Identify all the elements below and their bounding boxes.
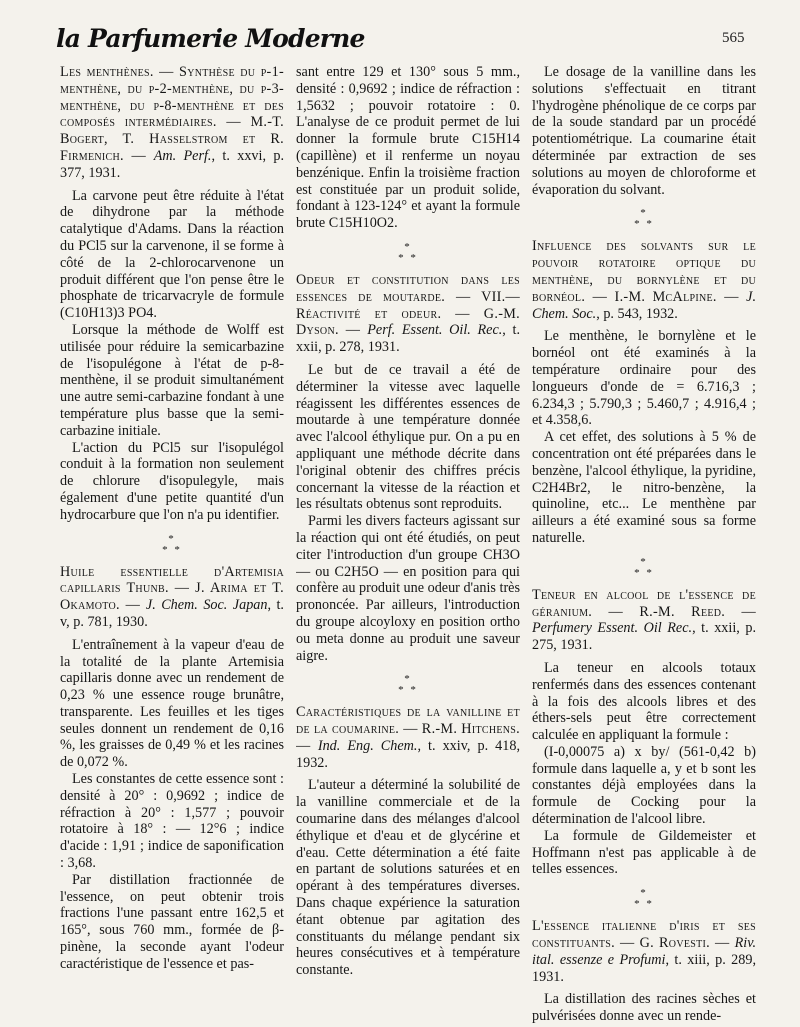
body-paragraph: Les constantes de cette essence sont : densité à 20° : 0,9692 ; indice de réfraction à 20° : 1,577 ; pouvoir rotatoire à 18° : — 12°6 ; indice d'acide : 1,91 ; indice de saponification : 3,68. [60,771,284,872]
citation-source: Perfumery Essent. Oil Rec. [532,620,693,637]
citation-source: Am. Perf. [153,147,212,164]
section-separator: * * * [634,207,654,231]
citation-source: J. Chem. Soc. Japan [145,597,268,614]
body-paragraph: L'auteur a déterminé la solubilité de la vanilline commerciale et de la coumarine dans des mélanges d'alcool éthylique et d'eau et de glycérine et d'eau. Cette détermination a été faite en partant de solutions saturées et en opérant à des températures diverses. Dans chaque expérience la saturation étant obtenue par agitation des constituants du mélange pendant six heures consécutives et à température constante. [296,777,520,979]
citation-details: , t. xxii, p. 278, 1931. [296,322,520,356]
article-heading [60,64,284,182]
body-paragraph: Le dosage de la vanilline dans les solutions s'effectuait en titrant l'hydrogène phénolique de ce corps par de la soude standard par un procédé potentiométrique. La coumarine était déterminée par extraction de ses solutions au moyen de chloroforme et évaporation du solvant. [532,64,756,198]
citation-source: J. Chem. Soc. [532,288,756,322]
page-number: 565 [722,30,745,46]
article-heading [60,564,284,631]
body-paragraph: Parmi les divers facteurs agissant sur la réaction qui ont été étudiés, on peut citer l'introduction d'un groupe CH3O — ou C2H5O — en position para qui confère au produit une odeur d'anis très prononcée. Par ailleurs, l'introduction du groupe alcoyloxy en position ortho ou meta donne au produit une saveur aigre. [296,513,520,664]
article-title: Odeur et constitution dans les essences de moutarde. — VII.— Réactivité et odeur. — G.-M. Dyson. — [296,271,520,339]
section-separator: * * * [634,555,654,579]
body-paragraph: Par distillation fractionnée de l'essence, on peut obtenir trois fractions l'une passant entre 162,5 et 165°, sous 760 mm., formée de β-pinène, la seconde ayant l'odeur caractéristique de l'essence et pas- [60,871,284,972]
body-paragraph: Lorsque la méthode de Wolff est utilisée pour réduire la semicarbazine de l'isopulégone à l'état de p-8-menthène, il se produit simultanément une autre semi-carbazine fondant à une température plus basse que la semi-carbazine initiale. [60,321,284,439]
body-paragraph: sant entre 129 et 130° sous 5 mm., densité : 0,9692 ; indice de réfraction : 1,5632 ; pouvoir rotatoire : 0. L'analyse de ce produit permet de lui donner la formule brute C15H14 (capillène) et il renferme un noyau benzénique. Enfin la troisième fraction est constituée par un produit solide, fondant à 123-124° et ayant la formule brute C15H10O2. [296,64,520,232]
section-separator: * * * [398,240,418,264]
citation-details: , t. xxiv, p. 418, 1932. [296,737,520,771]
text-column-3 [532,64,756,1024]
body-paragraph: L'entraînement à la vapeur d'eau de la totalité de la plante Artemisia capillaris donne avec un rendement de 0,23 % une essence rouge brunâtre, transparente. Les feuilles et les tiges seules donnent un rendement de 0,16 %, les graisses de 0,49 % et les racines de 0,072 %. [60,636,284,771]
article-heading [296,704,520,771]
journal-masthead: la Parfumerie Moderne [56,24,365,53]
body-paragraph: (I-0,00075 a) x by/ (561-0,42 b) formule dans laquelle a, y et b sont les constantes déjà employées dans la formule de Cocking pour la détermination de l'alcool libre. [532,743,756,828]
section-separator: * * * [634,887,654,911]
body-paragraph: La carvone peut être réduite à l'état de dihydrone par la méthode catalytique d'Adams. Dans la réaction du PCl5 sur la carvenone, il se forme à côté de la 2-chlorocarvenone un produit différent que l'on pense être le phosphate de tricarvacryle de formule (C10H13)3 PO4. [60,187,284,322]
section-separator: * * * [398,673,418,697]
article-heading [296,272,520,356]
article-title: Caractéristiques de la vanilline et de la coumarine. — R.-M. Hitchens. — [296,704,520,754]
text-column-1 [60,64,284,1024]
citation-details: , t. xxii, p. 275, 1931. [532,620,756,654]
body-paragraph: A cet effet, des solutions à 5 % de concentration ont été préparées dans le benzène, l'alcool éthylique, la pyridine, C2H4Br2, le nitro-benzène, la quinoline, etc... Le menthène par ailleurs a été examiné sous sa forme naturelle. [532,429,756,546]
citation-source: Ind. Eng. Chem. [317,737,418,754]
article-heading [532,587,756,654]
citation-details: , t. xiii, p. 289, 1931. [532,951,756,985]
body-paragraph: L'action du PCl5 sur l'isopulégol conduit à la formation non seulement de chlorure d'isopulegyle, mais également d'une petite quantité d'un hydrocarbure que l'on n'a pu identifier. [60,439,284,523]
citation-source: Riv. ital. essenze e Profumi [532,935,756,968]
article-heading [532,238,756,322]
article-title: L'essence italienne d'iris et ses constituants. — G. Rovesti. — [532,918,756,952]
article-title: Influence des solvants sur le pouvoir rotatoire optique du menthène, du bornylène et du bornéol. — I.-M. McAlpine. — [532,238,756,305]
article-title: Les menthènes. — Synthèse du p-1-menthène, du p-2-menthène, du p-3-menthène, du p-8-menthène et des composés intermédiaires. — M.-T. Bogert, T. Hasselstrom et R. Firmenich. — [60,64,284,164]
body-paragraph: La formule de Gildemeister et Hoffmann n'est pas applicable à de telles essences. [532,827,756,878]
body-paragraph: La distillation des racines sèches et pulvérisées donne avec un rende- [532,991,756,1024]
body-paragraph: Le but de ce travail a été de déterminer la vitesse avec laquelle réagissent les différentes essences de moutarde à une température donnée avec l'alcool éthylique pur. On a pu en appliquant une méthode décrite dans l'original obtenir des chiffres précis concernant la vitesse de la réaction et les résultats obtenus sont reproduits. [296,361,520,513]
body-paragraph: Le menthène, le bornylène et le bornéol ont été examinés à la température ordinaire pour des longueurs d'onde de = 6.716,3 ; 6.234,3 ; 5.790,3 ; 5.460,7 ; 4.916,4 ; et 4.358,6. [532,328,756,429]
article-title: Teneur en alcool de l'essence de géranium. — R.-M. Reed. — [532,586,756,620]
citation-details: , t. v, p. 781, 1930. [60,597,284,630]
citation-source: Perf. Essent. Oil. Rec. [367,322,503,339]
article-heading [532,918,756,985]
body-paragraph: La teneur en alcools totaux renfermés dans des essences contenant à la fois des alcools libres et des éthers-sels peut être correctement calculée en appliquant la formule : [532,659,756,744]
citation-details: , t. xxvi, p. 377, 1931. [60,147,284,181]
article-title: Huile essentielle d'Artemisia capillaris Thunb. — J. Arima et T. Okamoto. — [60,563,284,614]
citation-details: , p. 543, 1932. [596,305,678,322]
section-separator: * * * [162,532,182,556]
text-column-2 [296,64,520,1024]
